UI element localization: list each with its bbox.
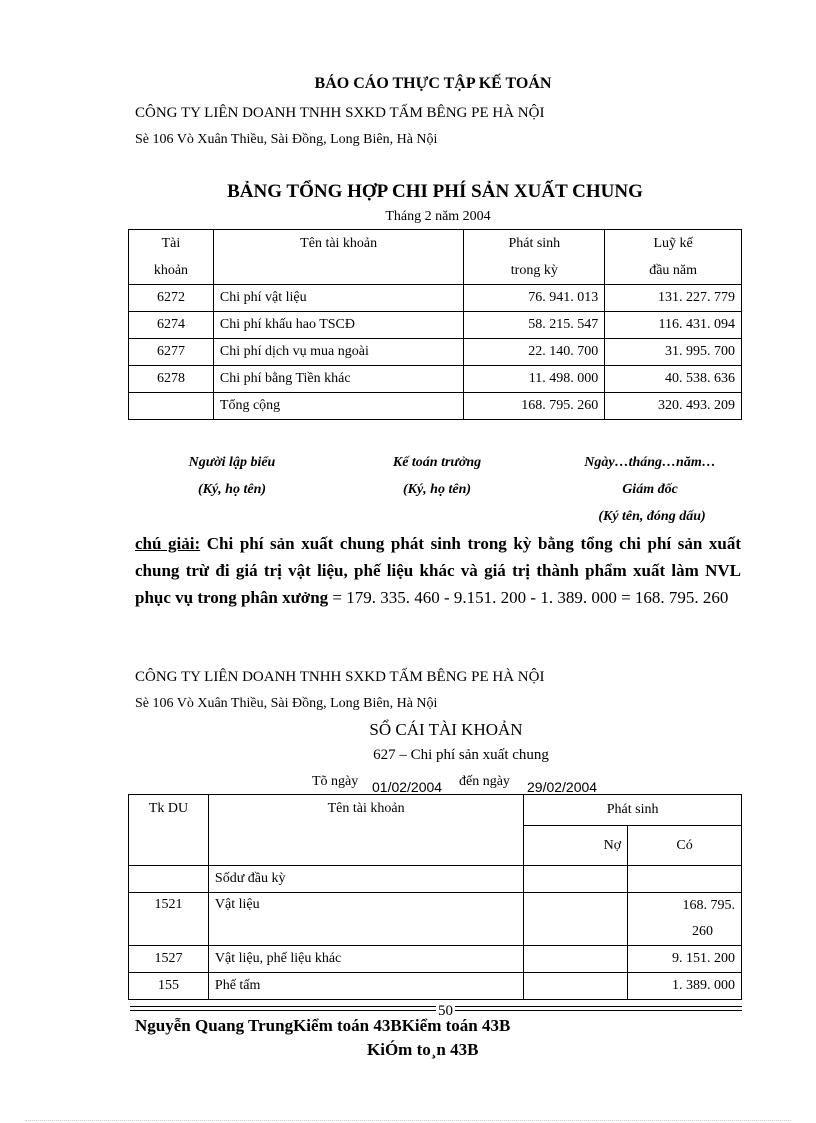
account-name: Chi phí vật liệu: [213, 285, 464, 312]
incurred-value: 76. 941. 013: [464, 285, 605, 312]
ledger-account-name: Vật liệu, phế liệu khác: [208, 946, 523, 973]
account-name: Chi phí bằng Tiền khác: [213, 366, 464, 393]
company-name: CÔNG TY LIÊN DOANH TNHH SXKD TẤM BÊNG PE HÀ NỘI: [135, 105, 545, 121]
ledger-account-name: Vật liệu: [208, 893, 523, 946]
table-row: [129, 893, 742, 946]
header-tk-du: Tk DU: [129, 795, 209, 866]
ledger-header-row: [129, 795, 742, 826]
total-cumulative: 320. 493. 209: [605, 393, 742, 420]
cumulative-value: 131. 227. 779: [605, 285, 742, 312]
cumulative-value: 40. 538. 636: [605, 366, 742, 393]
note-text: Chi phí sản xuất chung phát sinh trong kỳ bằng tổng chi phí sản xuất chung trừ đi giá trị vật liệu, phế liệu khác và giá trị thành phẩm xuất làm NVL phục vụ trong phân xưởng: [135, 534, 741, 607]
ledger-credit: 9. 151. 200: [628, 946, 742, 973]
opening-balance-label: Sốdư đầu kỳ: [208, 866, 523, 893]
header-account: [129, 230, 214, 285]
report-title: BÁO CÁO THỰC TẬP KẾ TOÁN: [314, 75, 552, 92]
date-line: Ngày…tháng…năm…: [584, 455, 716, 470]
preparer-title: Người lập biểu: [188, 455, 276, 470]
total-label: Tổng cộng: [213, 393, 464, 420]
header-incurred-line1: Phát sinh: [508, 236, 561, 251]
table-row: [129, 366, 742, 393]
ledger-credit: 1. 389. 000: [628, 973, 742, 1000]
page-bottom-edge: [25, 1120, 791, 1121]
header-cumulative-line2: đầu năm: [649, 263, 698, 278]
ledger-debit: [524, 946, 628, 973]
header-incurred: [464, 230, 605, 285]
account-code: 6278: [129, 366, 214, 393]
chief-accountant-sign: (Ký, họ tên): [402, 482, 472, 497]
header-credit: Có: [628, 826, 742, 866]
ledger-table: [128, 794, 742, 1000]
header-incurred-line2: trong kỳ: [510, 263, 558, 278]
total-code-empty: [129, 393, 214, 420]
header-account-line2: khoản: [153, 263, 189, 278]
ledger-title: SỔ CÁI TÀI KHOẢN: [369, 720, 523, 739]
note-formula: = 179. 335. 460 - 9.151. 200 - 1. 389. 000 = 168. 795. 260: [328, 588, 729, 607]
director-title: Giám đốc: [622, 482, 678, 497]
header-ledger-name: Tên tài khoản: [208, 795, 523, 866]
author-line: Nguyễn Quang TrungKiểm toán 43BKiểm toán 43B: [135, 1016, 511, 1035]
ledger-to-date: 29/02/2004: [527, 779, 598, 795]
account-name: Chi phí dịch vụ mua ngoài: [213, 339, 464, 366]
company-address: Sè 106 Vò Xuân Thiều, Sài Đồng, Long Biên, Hà Nội: [135, 132, 438, 147]
ledger-company-address: Sè 106 Vò Xuân Thiều, Sài Đồng, Long Biên, Hà Nội: [135, 696, 438, 711]
summary-period: Tháng 2 năm 2004: [385, 209, 491, 224]
header-debit: Nợ: [524, 826, 628, 866]
ledger-tk: 1527: [129, 946, 209, 973]
ledger-subtitle: 627 – Chi phí sản xuất chung: [373, 747, 549, 763]
ledger-tk: 155: [129, 973, 209, 1000]
ledger-debit: [524, 893, 628, 946]
ledger-from-label: Tõ ngày: [312, 774, 359, 789]
table-row: [129, 946, 742, 973]
incurred-value: 58. 215. 547: [464, 312, 605, 339]
ledger-company-name: CÔNG TY LIÊN DOANH TNHH SXKD TẤM BÊNG PE HÀ NỘI: [135, 669, 545, 685]
opening-balance-row: [129, 866, 742, 893]
total-incurred: 168. 795. 260: [464, 393, 605, 420]
table-row: [129, 339, 742, 366]
summary-title: BẢNG TỔNG HỢP CHI PHÍ SẢN XUẤT CHUNG: [227, 181, 643, 202]
preparer-sign: (Ký, họ tên): [197, 482, 267, 497]
ledger-credit-line2: 260: [692, 924, 713, 939]
page-number: 50: [438, 1003, 453, 1019]
ledger-to-label: đến ngày: [459, 774, 510, 789]
summary-header-row: [129, 230, 742, 285]
header-cumulative-line1: Luỹ kế: [653, 236, 693, 251]
ledger-tk: 1521: [129, 893, 209, 946]
incurred-value: 11. 498. 000: [464, 366, 605, 393]
ledger-debit: [524, 973, 628, 1000]
total-row: [129, 393, 742, 420]
header-name: Tên tài khoản: [213, 230, 464, 285]
summary-table: [128, 229, 742, 420]
account-name: Chi phí khấu hao TSCĐ: [213, 312, 464, 339]
cumulative-value: 116. 431. 094: [605, 312, 742, 339]
ledger-account-name: Phế tấm: [208, 973, 523, 1000]
class-line: KiÓm to¸n 43B: [367, 1040, 479, 1059]
header-ledger-incurred: Phát sinh: [524, 795, 742, 826]
note-label: chú giải:: [135, 534, 201, 553]
account-code: 6277: [129, 339, 214, 366]
table-row: [129, 973, 742, 1000]
director-sign: (Ký tên, đóng dấu): [598, 509, 706, 524]
account-code: 6274: [129, 312, 214, 339]
opening-debit-empty: [524, 866, 628, 893]
ledger-credit-line1: 168. 795.: [682, 898, 735, 913]
account-code: 6272: [129, 285, 214, 312]
header-cumulative: [605, 230, 742, 285]
ledger-credit: [628, 893, 742, 946]
opening-tk-empty: [129, 866, 209, 893]
incurred-value: 22. 140. 700: [464, 339, 605, 366]
opening-credit-empty: [628, 866, 742, 893]
table-row: [129, 285, 742, 312]
ledger-from-date: 01/02/2004: [372, 779, 443, 795]
explanatory-note: [135, 530, 741, 611]
chief-accountant-title: Kế toán trưởng: [392, 455, 482, 470]
table-row: [129, 312, 742, 339]
header-account-line1: Tài: [161, 236, 181, 251]
cumulative-value: 31. 995. 700: [605, 339, 742, 366]
